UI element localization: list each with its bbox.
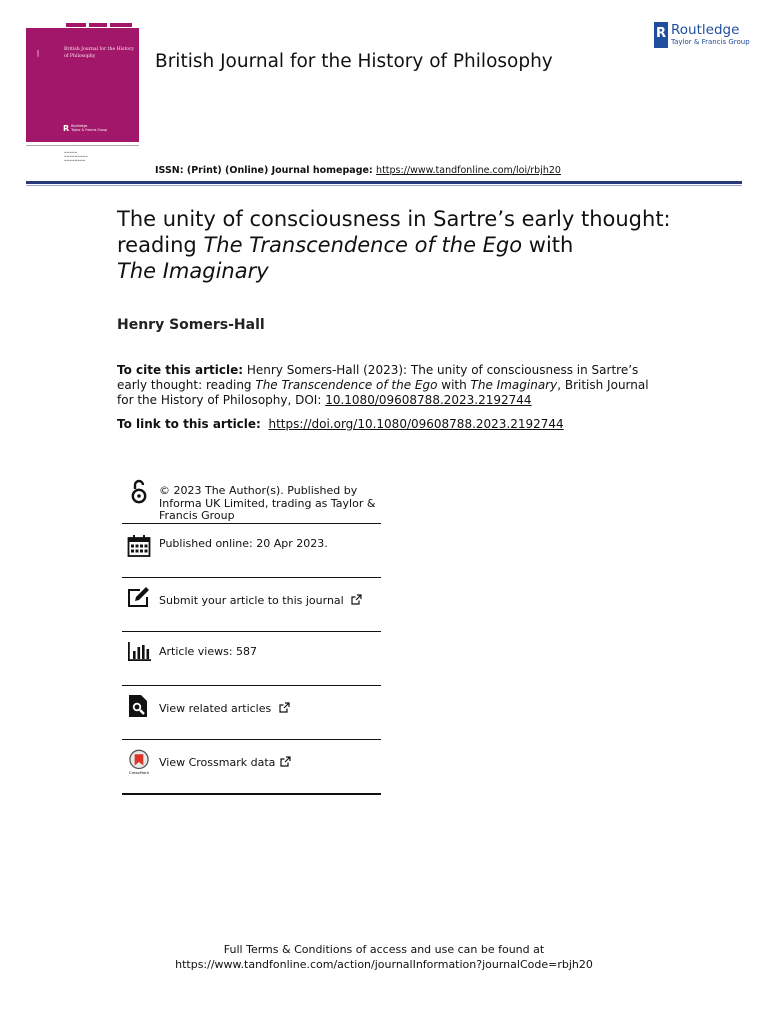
submit-row[interactable] bbox=[122, 578, 381, 632]
open-access-row bbox=[122, 475, 381, 524]
crossmark-text[interactable]: View Crossmark data bbox=[159, 756, 276, 769]
header-rule bbox=[26, 181, 742, 184]
crossmark-row[interactable] bbox=[122, 740, 381, 795]
related-link-label[interactable] bbox=[159, 702, 290, 716]
cite-text-1: Henry Somers-Hall (2023): The unity of consciousness in Sartre’s early thought: reading bbox=[117, 363, 639, 393]
cover-top-strip bbox=[26, 22, 139, 28]
cover-publisher-sub: Taylor & Francis Group bbox=[71, 128, 107, 132]
edit-icon bbox=[126, 585, 152, 611]
publisher-logo-main: Routledge bbox=[671, 22, 740, 38]
submit-link-label[interactable] bbox=[159, 594, 362, 608]
external-link-icon bbox=[280, 756, 291, 767]
cover-publisher: Routledge bbox=[71, 124, 88, 129]
title-text-2: with bbox=[522, 233, 574, 257]
article-doi-url[interactable]: https://doi.org/10.1080/09608788.2023.2192744 bbox=[268, 417, 564, 431]
document-search-icon bbox=[126, 693, 152, 719]
footer-terms-url[interactable]: https://www.tandfonline.com/action/journalInformation?journalCode=rbjh20 bbox=[175, 958, 593, 971]
cite-italic-2: The Imaginary bbox=[470, 378, 558, 393]
header-rule-thin bbox=[26, 185, 742, 186]
title-text-1: The unity of consciousness in Sartre’s early thought: reading bbox=[117, 207, 671, 257]
published-row bbox=[122, 524, 381, 578]
calendar-icon bbox=[126, 533, 152, 559]
crossmark-link-label[interactable] bbox=[159, 756, 291, 770]
cover-title: British Journal for the History of Philosophy bbox=[64, 47, 134, 59]
article-title bbox=[117, 206, 687, 284]
cover-publisher-logo bbox=[63, 125, 107, 133]
article-info-box bbox=[122, 475, 381, 795]
link-label: To link to this article: bbox=[117, 417, 261, 431]
crossmark-icon bbox=[126, 749, 152, 775]
views-row bbox=[122, 632, 381, 686]
crossmark-icon-text: CrossMark bbox=[128, 770, 150, 775]
article-views: Article views: 587 bbox=[159, 645, 258, 658]
journal-name: British Journal for the History of Philosophy bbox=[155, 51, 553, 72]
cover-vertical-text: BJHP bbox=[36, 50, 40, 58]
routledge-r-icon: R bbox=[654, 22, 668, 48]
published-date: Published online: 20 Apr 2023. bbox=[159, 537, 328, 550]
doi-link[interactable]: 10.1080/09608788.2023.2192744 bbox=[325, 393, 532, 408]
open-access-text: © 2023 The Author(s). Published by Informa UK Limited, trading as Taylor & Francis Group bbox=[159, 484, 376, 523]
related-row[interactable] bbox=[122, 686, 381, 740]
issn-line bbox=[155, 165, 561, 176]
title-italic-2: The Imaginary bbox=[117, 259, 269, 283]
issn-prefix: ISSN: (Print) (Online) Journal homepage: bbox=[155, 165, 377, 176]
link-line bbox=[117, 417, 564, 431]
cite-italic-1: The Transcendence of the Ego bbox=[255, 378, 438, 393]
open-access-icon bbox=[126, 479, 152, 505]
cover-r-logo-icon: R bbox=[63, 124, 70, 133]
title-italic-1: The Transcendence of the Ego bbox=[203, 233, 523, 257]
cite-text-2: with bbox=[437, 378, 471, 393]
citation-block bbox=[117, 363, 662, 409]
journal-homepage-link[interactable]: https://www.tandfonline.com/loi/rbjh20 bbox=[376, 165, 561, 176]
journal-cover-image bbox=[26, 22, 139, 142]
footer-line1: Full Terms & Conditions of access and use can be found at bbox=[223, 943, 545, 956]
submit-text[interactable]: Submit your article to this journal bbox=[159, 594, 344, 607]
footer bbox=[0, 942, 768, 972]
related-text[interactable]: View related articles bbox=[159, 702, 272, 715]
publisher-logo-sub: Taylor & Francis Group bbox=[671, 38, 750, 46]
external-link-icon bbox=[351, 594, 362, 605]
cite-label: To cite this article: bbox=[117, 363, 244, 377]
cite-text-3: , British Journal for the History of Philosophy, DOI: bbox=[117, 378, 649, 408]
author-name[interactable]: Henry Somers-Hall bbox=[117, 317, 265, 333]
bar-chart-icon bbox=[126, 639, 152, 665]
routledge-logo[interactable] bbox=[654, 22, 750, 48]
cover-meta-lines: ▬▬▬▬▬ ▬▬▬▬▬▬▬▬▬ ▬▬▬▬▬▬▬▬ bbox=[26, 142, 139, 162]
external-link-icon bbox=[279, 702, 290, 713]
